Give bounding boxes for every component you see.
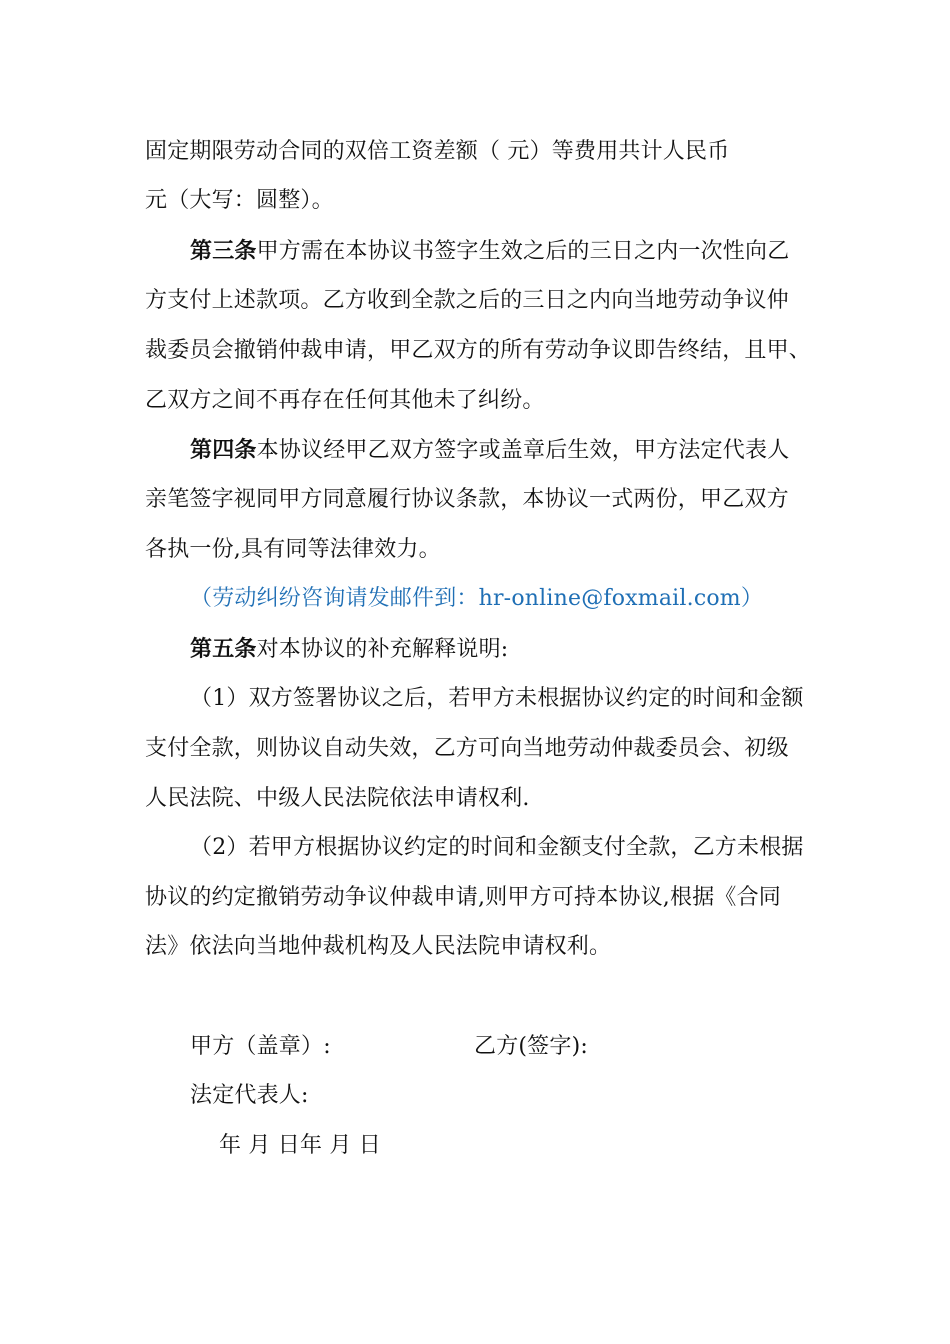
- text-line: 人民法院、中级人民法院依法申请权利.: [145, 786, 530, 811]
- text-line: 元（大写：圆整）。: [145, 188, 334, 213]
- text-line: 亲笔签字视同甲方同意履行协议条款，本协议一式两份，甲乙双方: [145, 487, 789, 512]
- legal-representative-label: 法定代表人:: [190, 1083, 309, 1108]
- text-line: 协议的约定撤销劳动争议仲裁申请,则甲方可持本协议,根据《合同: [145, 885, 781, 910]
- article-3-heading: 第三条: [190, 238, 257, 264]
- article-5-heading: 第五条: [190, 636, 257, 662]
- item-2-line: （2）若甲方根据协议约定的时间和金额支付全款，乙方未根据: [190, 835, 804, 860]
- text-line: 各执一份,具有同等法律效力。: [145, 537, 441, 562]
- party-a-signature-label: 甲方（盖章）:: [190, 1034, 331, 1059]
- text-line: 固定期限劳动合同的双倍工资差额（ 元）等费用共计人民币: [145, 139, 730, 164]
- text-line: 支付全款，则协议自动失效，乙方可向当地劳动仲裁委员会、初级: [145, 736, 789, 761]
- date-line: 年 月 日年 月 日: [219, 1133, 381, 1158]
- article-3-text: 甲方需在本协议书签字生效之后的三日之内一次性向乙: [256, 239, 790, 264]
- party-b-signature-label: 乙方(签字):: [474, 1034, 588, 1059]
- article-3-line: [190, 238, 789, 265]
- text-line: 裁委员会撤销仲裁申请，甲乙双方的所有劳动争议即告终结，且甲、: [145, 338, 812, 363]
- article-5-text: 对本协议的补充解释说明:: [256, 637, 509, 662]
- text-line: 法》依法向当地仲裁机构及人民法院申请权利。: [145, 934, 612, 959]
- text-line: 乙双方之间不再存在任何其他未了纠纷。: [145, 388, 545, 413]
- article-4-text: 本协议经甲乙双方签字或盖章后生效，甲方法定代表人: [256, 438, 790, 463]
- consult-email-note: （劳动纠纷咨询请发邮件到：hr-online@foxmail.com）: [190, 586, 764, 611]
- article-4-heading: 第四条: [190, 437, 257, 463]
- item-1-line: （1）双方签署协议之后，若甲方未根据协议约定的时间和金额: [190, 686, 804, 711]
- article-5-line: [190, 636, 508, 663]
- text-line: 方支付上述款项。乙方收到全款之后的三日之内向当地劳动争议仲: [145, 288, 789, 313]
- article-4-line: [190, 437, 789, 464]
